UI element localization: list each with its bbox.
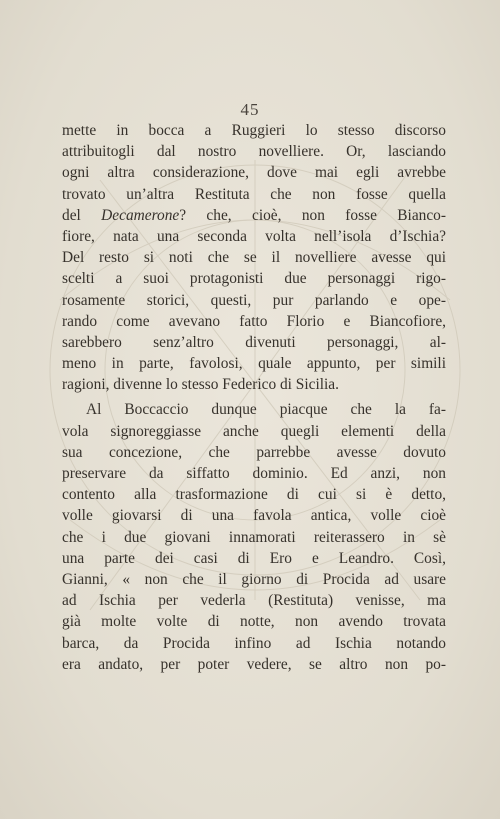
text-line: rando come avevano fatto Florio e Biancofiore, (62, 312, 446, 330)
text-segment: del (62, 206, 102, 224)
text-line: meno in parte, favolosi, quale appunto, per simili (62, 355, 446, 373)
text-line: volle giovarsi di una favola antica, volle cioè (62, 507, 446, 525)
text-line: scelti a suoi protagonisti due personaggi rigo- (62, 270, 446, 288)
text-line: fiore, nata una seconda volta nell’isola d’Ischia? (62, 227, 446, 245)
text-line: era andato, per poter vedere, se altro non po- (62, 655, 446, 673)
text-line (62, 205, 446, 226)
text-line: Del resto si noti che se il novelliere avesse qui (62, 249, 446, 267)
text-line: ad Ischia per vederla (Restituta) venisse, ma (62, 592, 446, 610)
text-line: che i due giovani innamorati reiterassero in sè (62, 528, 446, 546)
text-line: barca, da Procida infino ad Ischia notando (62, 634, 446, 652)
text-line: rosamente storici, questi, pur parlando e ope- (62, 291, 446, 309)
text-line: attribuitogli dal nostro novelliere. Or, lasciando (62, 143, 446, 161)
text-line: ragioni, divenne lo stesso Federico di Sicilia. (62, 376, 339, 394)
text-segment: ? che, cioè, non fosse Bianco- (179, 206, 446, 224)
italic-title: Decamerone (101, 206, 180, 224)
text-line: Al Boccaccio dunque piacque che la fa- (86, 401, 446, 419)
text-line: già molte volte di notte, non avendo trovata (62, 613, 446, 631)
body-text (62, 120, 446, 675)
text-line: ogni altra considerazione, dove mai egli avrebbe (62, 164, 446, 182)
text-line: contento alla trasformazione di cui si è detto, (62, 486, 446, 504)
text-line: una parte dei casi di Ero e Leandro. Così, (62, 549, 446, 567)
text-line: sarebbero senz’altro divenuti personaggi, al- (62, 333, 446, 351)
text-line: sua concezione, che parrebbe avesse dovuto (62, 443, 446, 461)
text-line: Gianni, « non che il giorno di Procida ad usare (62, 570, 446, 588)
text-line: trovato un’altra Restituta che non fosse quella (62, 185, 446, 203)
page-number: 45 (240, 100, 260, 119)
text-line: preservare da siffatto dominio. Ed anzi, non (62, 465, 446, 482)
text-line: vola signoreggiasse anche quegli elementi della (62, 422, 446, 440)
text-line: mette in bocca a Ruggieri lo stesso discorso (62, 122, 446, 139)
